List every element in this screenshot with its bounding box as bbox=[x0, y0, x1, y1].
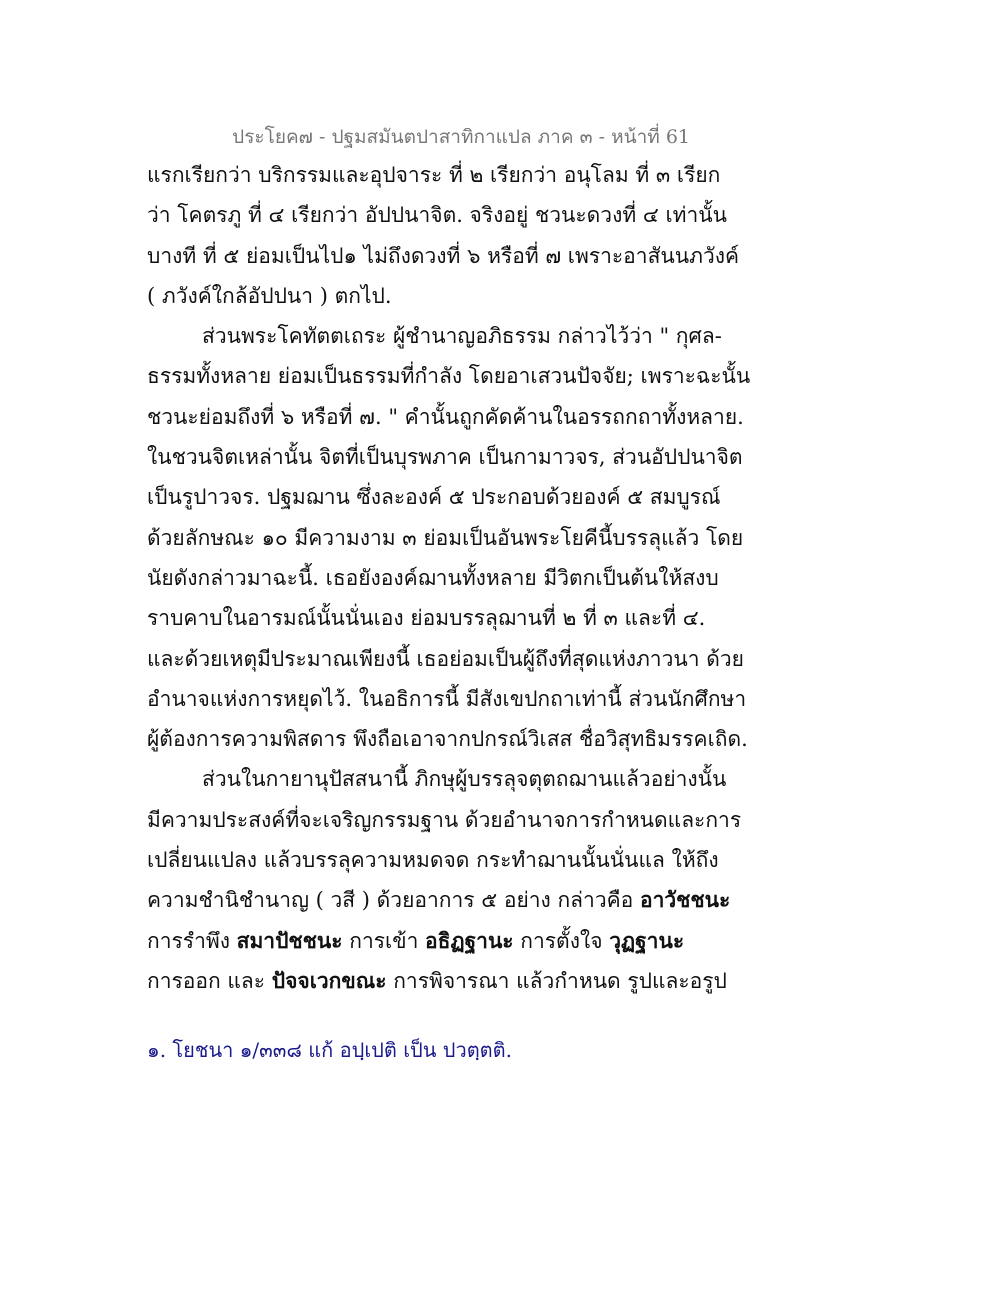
text-line: นัยดังกล่าวมาฉะนี้. เธอยังองค์ฌานทั้งหลาย มีวิตกเป็นต้นให้สงบ bbox=[147, 565, 719, 590]
text-line: ธรรมทั้งหลาย ย่อมเป็นธรรมที่กำลัง โดยอาเสวนปัจจัย; เพราะฉะนั้น bbox=[147, 364, 751, 389]
text-line: ชวนะย่อมถึงที่ ๖ หรือที่ ๗. " คำนั้นถูกคัดค้านในอรรถกถาทั้งหลาย. bbox=[147, 404, 744, 429]
text-line: ว่า โคตรภู ที่ ๔ เรียกว่า อัปปนาจิต. จริงอยู่ ชวนะดวงที่ ๔ เท่านั้น bbox=[147, 203, 727, 228]
text-line: มีความประสงค์ที่จะเจริญกรรมฐาน ด้วยอำนาจการกำหนดและการ bbox=[147, 807, 742, 832]
text-segment: การพิจารณา แล้วกำหนด รูปและอรูป bbox=[386, 968, 727, 993]
text-segment: การออก และ bbox=[147, 968, 272, 993]
text-line bbox=[147, 880, 731, 920]
pali-term: สมาปัชชนะ bbox=[236, 927, 343, 953]
text-line: ผู้ต้องการความพิสดาร พึงถือเอาจากปกรณ์วิเสส ชื่อวิสุทธิมรรคเถิด. bbox=[147, 727, 748, 752]
body-text bbox=[147, 155, 751, 1001]
pali-term: อธิฏฐานะ bbox=[425, 927, 514, 953]
text-line: อำนาจแห่งการหยุดไว้. ในอธิการนี้ มีสังเขปกถาเท่านี้ ส่วนนักศึกษา bbox=[147, 686, 747, 711]
pali-term: วุฏฐานะ bbox=[609, 927, 685, 953]
text-line: เปลี่ยนแปลง แล้วบรรลุความหมดจด กระทำฌานนั้นนั่นแล ให้ถึง bbox=[147, 848, 719, 873]
text-line: ส่วนในกายานุปัสสนานี้ ภิกษุผู้บรรลุจตุตถฌานแล้วอย่างนั้น bbox=[202, 767, 727, 792]
text-segment: การเข้า bbox=[342, 928, 426, 953]
text-line bbox=[147, 961, 727, 1001]
text-segment: ความชำนิชำนาญ ( วสี ) ด้วยอาการ ๕ อย่าง กล่าวคือ bbox=[147, 888, 640, 913]
text-line bbox=[147, 921, 707, 961]
pali-term: ปัจจเวกขณะ bbox=[271, 967, 387, 993]
pali-term: อาวัชชนะ bbox=[639, 887, 731, 913]
text-line: ราบคาบในอารมณ์นั้นนั่นเอง ย่อมบรรลุฌานที่ ๒ ที่ ๓ และที่ ๔. bbox=[147, 606, 706, 631]
text-line: บางที ที่ ๕ ย่อมเป็นไป๑ ไม่ถึงดวงที่ ๖ หรือที่ ๗ เพราะอาสันนภวังค์ bbox=[147, 243, 740, 268]
text-line: เป็นรูปาวจร. ปฐมฌาน ซึ่งละองค์ ๕ ประกอบด้วยองค์ ๕ สมบูรณ์ bbox=[147, 485, 721, 510]
text-line: ส่วนพระโคทัตตเถระ ผู้ชำนาญอภิธรรม กล่าวไว้ว่า " กุศล- bbox=[202, 324, 722, 349]
text-line: ( ภวังค์ใกล้อัปปนา ) ตกไป. bbox=[147, 283, 392, 308]
text-line: และด้วยเหตุมีประมาณเพียงนี้ เธอย่อมเป็นผู้ถึงที่สุดแห่งภาวนา ด้วย bbox=[147, 646, 744, 671]
text-segment: การตั้งใจ bbox=[513, 928, 610, 953]
text-line: แรกเรียกว่า บริกรรมและอุปจาระ ที่ ๒ เรียกว่า อนุโลม ที่ ๓ เรียก bbox=[147, 163, 721, 187]
footnote: ๑. โยชนา ๑/๓๓๘ แก้ อปฺเปติ เป็น ปวตฺตติ. bbox=[147, 1038, 513, 1062]
text-line: ด้วยลักษณะ ๑๐ มีความงาม ๓ ย่อมเป็นอันพระโยคีนี้บรรลุแล้ว โดย bbox=[147, 525, 744, 550]
text-segment: การรำพึง bbox=[147, 928, 237, 953]
page-header: ประโยค๗ - ปฐมสมันตปาสาทิกาแปล ภาค ๓ - หน้าที่ 61 bbox=[232, 126, 690, 148]
text-line: ในชวนจิตเหล่านั้น จิตที่เป็นบุรพภาค เป็นกามาวจร, ส่วนอัปปนาจิต bbox=[147, 445, 743, 470]
